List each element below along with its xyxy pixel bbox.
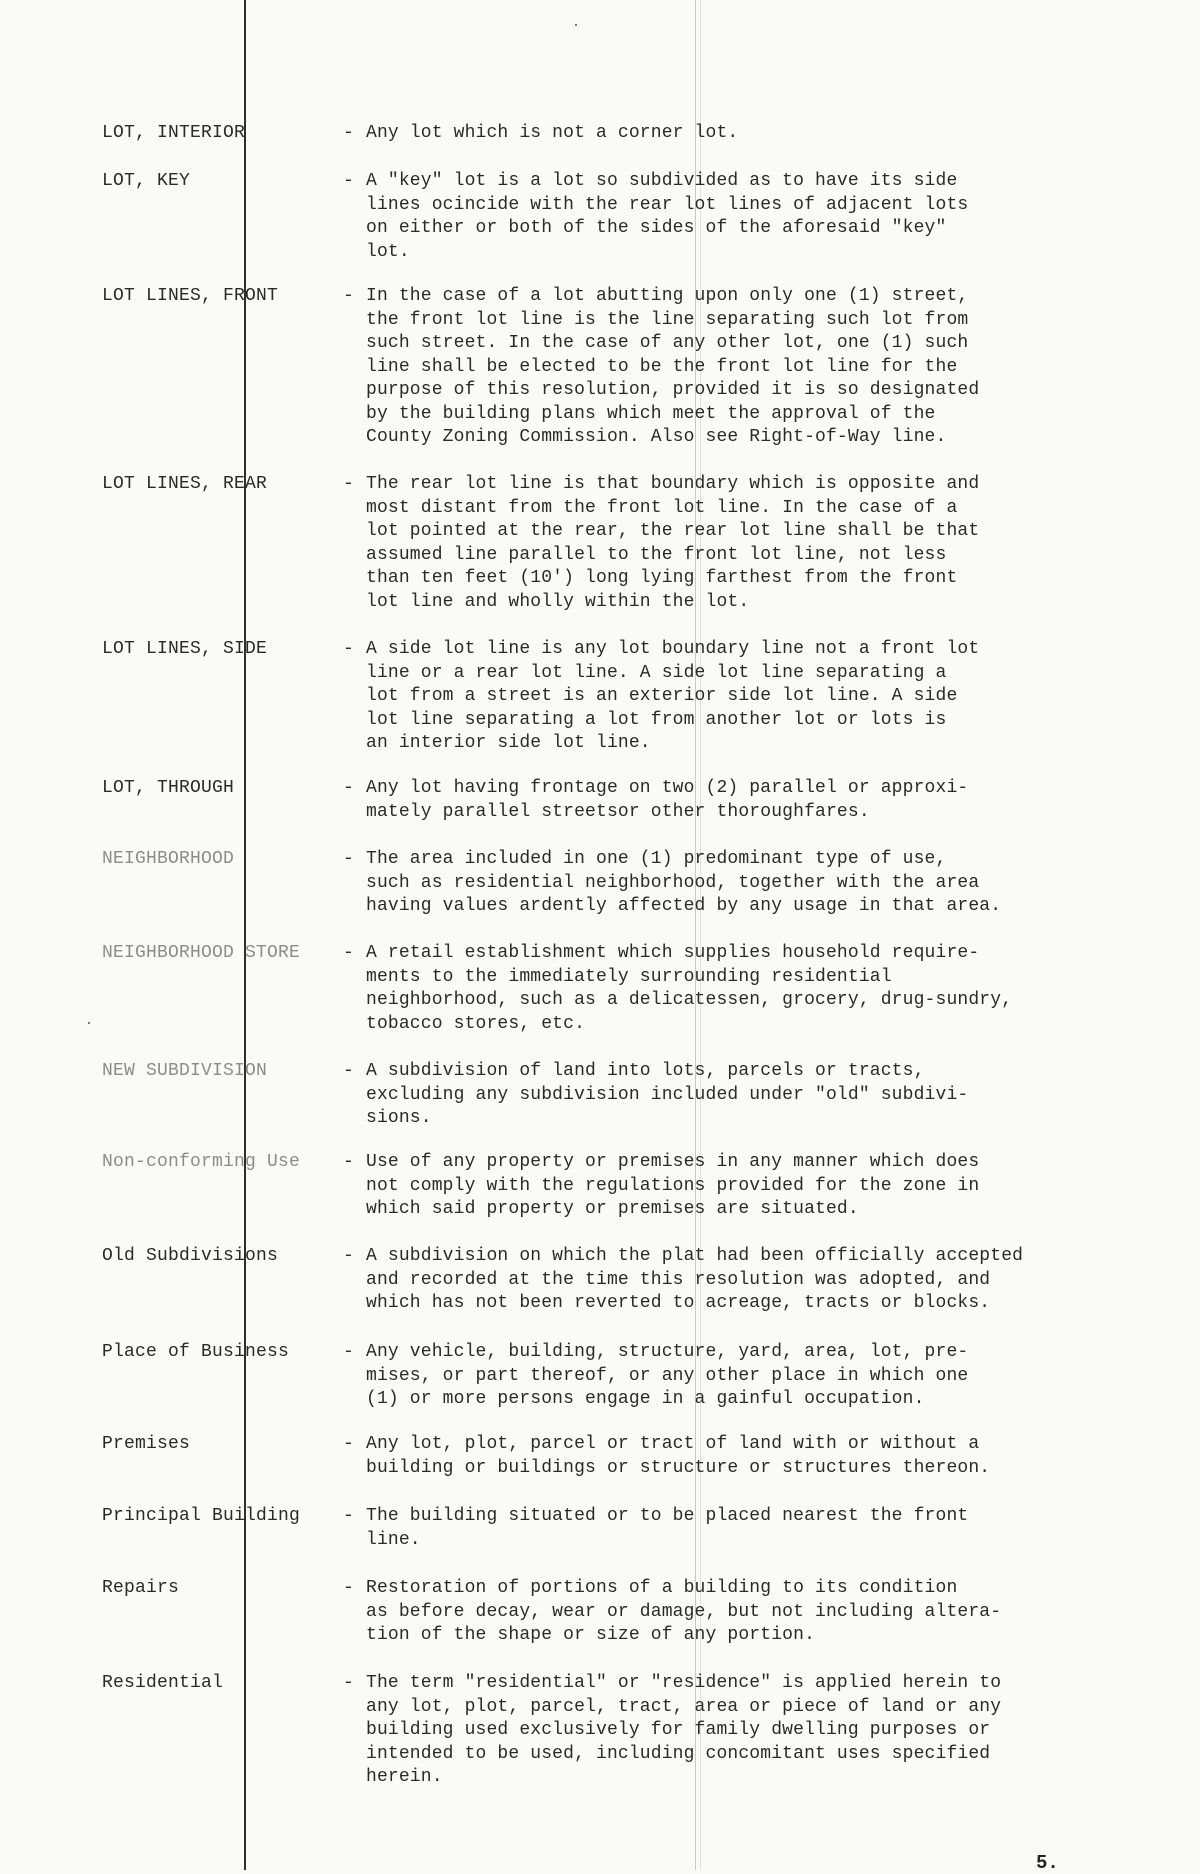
term: Non-conforming Use bbox=[102, 1152, 301, 1172]
definition-text: A "key" lot is a lot so subdivided as to have its side lines ocincide with the rear lot lines of adjacent lots on either or both of the sides of the aforesaid "key" lot. bbox=[366, 171, 969, 262]
term: LOT, KEY bbox=[102, 171, 191, 191]
paper-speck bbox=[88, 1022, 90, 1024]
definition-text: In the case of a lot abutting upon only one (1) street, the front lot line is the line separating such lot from such street. In the case of any other lot, one (1) such line shall be elected to be the front lot line for the purpose of this resolution, provided it is so designated by the building plans which meet the approval of the County Zoning Commission. Also see Right-of-Way line. bbox=[366, 286, 980, 447]
definition-text: A side lot line is any lot boundary line not a front lot line or a rear lot line. A side lot line separating a lot from a street is an exterior side lot line. A side lot line separating a lot from another lot or lots is an interior side lot line. bbox=[366, 639, 980, 753]
separator-dash: - bbox=[343, 1506, 354, 1526]
separator-dash: - bbox=[343, 1061, 354, 1081]
term: NEIGHBORHOOD bbox=[102, 849, 235, 869]
definition-text: A retail establishment which supplies household require- ments to the immediately surrounding residential neighborhood, such as a delicatessen, grocery, drug-sundry, tobacco stores, etc. bbox=[366, 943, 1013, 1034]
separator-dash: - bbox=[343, 1434, 354, 1454]
term: Place of Business bbox=[102, 1342, 290, 1362]
separator-dash: - bbox=[343, 1246, 354, 1266]
definition-text: The term "residential" or "residence" is applied herein to any lot, plot, parcel, tract, area or piece of land or any building used exclusively for family dwelling purposes or intended to be used, including concomitant uses specified herein. bbox=[366, 1673, 1002, 1787]
term: Principal Building bbox=[102, 1506, 301, 1526]
term: NEIGHBORHOOD STORE bbox=[102, 943, 301, 963]
separator-dash: - bbox=[343, 474, 354, 494]
separator-dash: - bbox=[343, 1673, 354, 1693]
term: LOT LINES, SIDE bbox=[102, 639, 268, 659]
separator-dash: - bbox=[343, 778, 354, 798]
definition-text: Any vehicle, building, structure, yard, area, lot, pre- mises, or part thereof, or any other place in which one (1) or more persons engage in a gainful occupation. bbox=[366, 1342, 969, 1409]
definition-text: The area included in one (1) predominant type of use, such as residential neighborhood, together with the area having values ardently affected by any usage in that area. bbox=[366, 849, 1002, 916]
definition-text: Any lot which is not a corner lot. bbox=[366, 123, 739, 143]
definition-text: A subdivision on which the plat had been officially accepted and recorded at the time this resolution was adopted, and which has not been reverted to acreage, tracts or blocks. bbox=[366, 1246, 1024, 1313]
paper-speck bbox=[575, 24, 577, 26]
definition-text: Use of any property or premises in any manner which does not comply with the regulations provided for the zone in which said property or premises are situated. bbox=[366, 1152, 980, 1219]
term: Repairs bbox=[102, 1578, 180, 1598]
separator-dash: - bbox=[343, 1578, 354, 1598]
term: Premises bbox=[102, 1434, 191, 1454]
separator-dash: - bbox=[343, 849, 354, 869]
term: NEW SUBDIVISION bbox=[102, 1061, 268, 1081]
separator-dash: - bbox=[343, 943, 354, 963]
separator-dash: - bbox=[343, 286, 354, 306]
definition-text: Any lot, plot, parcel or tract of land with or without a building or buildings or structure or structures thereon. bbox=[366, 1434, 991, 1478]
separator-dash: - bbox=[343, 171, 354, 191]
separator-dash: - bbox=[343, 639, 354, 659]
term: LOT, INTERIOR bbox=[102, 123, 246, 143]
term: Old Subdivisions bbox=[102, 1246, 279, 1266]
page-number: 5. bbox=[1036, 1852, 1059, 1874]
definition-text: The rear lot line is that boundary which is opposite and most distant from the front lot line. In the case of a lot pointed at the rear, the rear lot line shall be that assumed line parallel to the front lot line, not less than ten feet (10') long lying farthest from the front lot line and wholly within the lot. bbox=[366, 474, 980, 612]
definition-text: A subdivision of land into lots, parcels or tracts, excluding any subdivision included under "old" subdivi- sions. bbox=[366, 1061, 969, 1128]
term: LOT LINES, REAR bbox=[102, 474, 268, 494]
term: LOT LINES, FRONT bbox=[102, 286, 279, 306]
separator-dash: - bbox=[343, 1152, 354, 1172]
term: Residential bbox=[102, 1673, 224, 1693]
separator-dash: - bbox=[343, 123, 354, 143]
separator-dash: - bbox=[343, 1342, 354, 1362]
term: LOT, THROUGH bbox=[102, 778, 235, 798]
definition-text: Any lot having frontage on two (2) parallel or approxi- mately parallel streetsor other thoroughfares. bbox=[366, 778, 969, 822]
definition-text: Restoration of portions of a building to its condition as before decay, wear or damage, but not including altera- tion of the shape or size of any portion. bbox=[366, 1578, 1002, 1645]
definition-text: The building situated or to be placed nearest the front line. bbox=[366, 1506, 969, 1550]
